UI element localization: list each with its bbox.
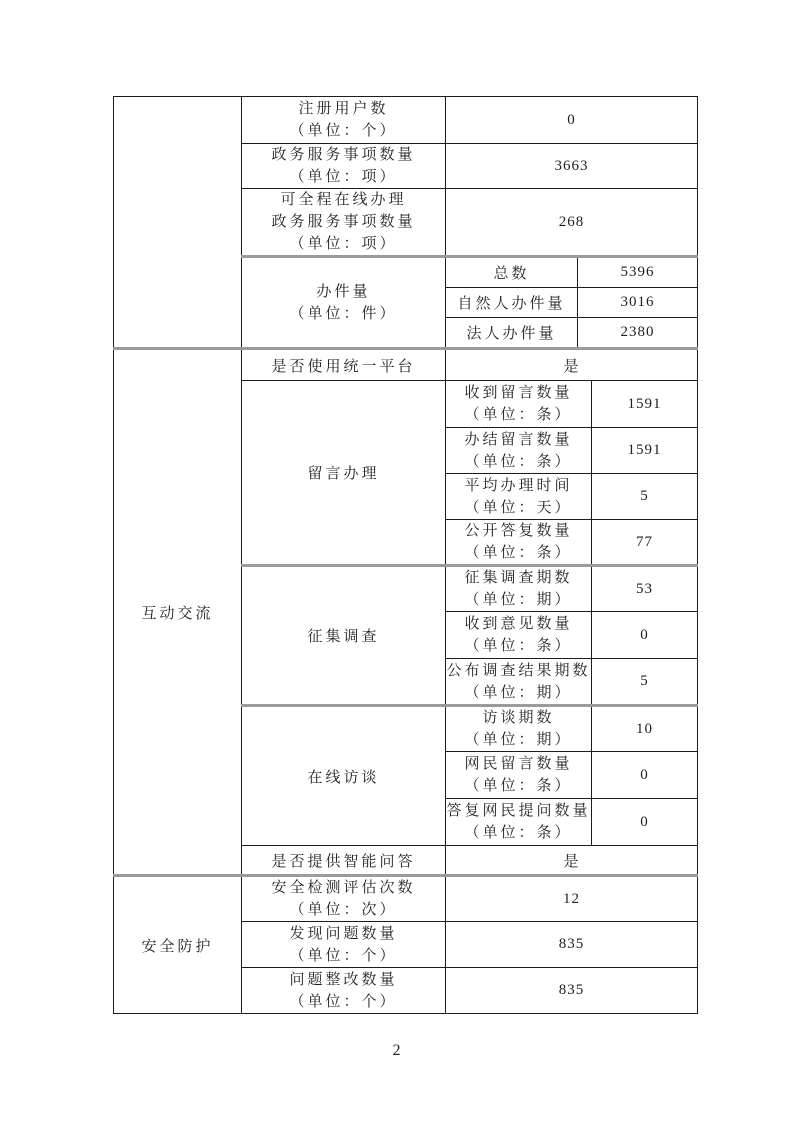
online-service-items-label-line1: 可全程在线办理	[280, 192, 407, 208]
survey-issues-unit: （单位：期）	[464, 592, 573, 608]
messages-resolved-unit: （单位：条）	[464, 453, 573, 470]
cell-netizen-questions-answered-value: 0	[592, 799, 698, 846]
cases-unit: （单位：件）	[289, 305, 398, 322]
registered-users-unit: （单位：个）	[289, 123, 398, 139]
cell-netizen-messages-value: 0	[592, 752, 698, 799]
row-registered-users	[114, 97, 698, 144]
public-replies-unit: （单位：条）	[464, 545, 573, 561]
problems-found-label-line1: 发现问题数量	[289, 925, 398, 942]
cell-survey-issues-label	[446, 566, 592, 612]
cell-service-items-value: 3663	[446, 144, 698, 189]
average-handling-time-label-line1: 平均办理时间	[464, 477, 573, 494]
service-items-unit: （单位：项）	[289, 169, 398, 185]
cell-interview-group-label: 在线访谈	[242, 706, 446, 846]
netizen-messages-label-line1: 网民留言数量	[464, 756, 573, 772]
cell-survey-group-label: 征集调查	[242, 566, 446, 706]
netizen-questions-answered-unit: （单位：条）	[464, 825, 573, 841]
problems-fixed-label-line1: 问题整改数量	[289, 971, 398, 988]
cell-netizen-messages-label	[446, 752, 592, 799]
category-cell-empty	[114, 97, 242, 349]
problems-found-unit: （单位：个）	[289, 947, 398, 964]
cases-label-line1: 办件量	[316, 283, 371, 300]
cell-problems-fixed-value: 835	[446, 968, 698, 1014]
online-service-items-label-line2: 政务服务事项数量	[271, 214, 416, 230]
service-items-label-line1: 政务服务事项数量	[271, 147, 416, 163]
cell-interview-issues-value: 10	[592, 706, 698, 752]
row-unified-platform	[114, 349, 698, 381]
cell-messages-received-label	[446, 381, 592, 428]
cell-public-replies-label	[446, 520, 592, 566]
messages-received-label-line1: 收到留言数量	[464, 385, 573, 401]
cell-registered-users-label	[242, 97, 446, 144]
cell-messages-resolved-label	[446, 428, 592, 474]
survey-results-published-unit: （单位：期）	[464, 684, 573, 701]
cell-cases-legal-person-value: 2380	[578, 318, 698, 349]
cell-opinions-received-value: 0	[592, 612, 698, 659]
cell-cases-total-label: 总数	[446, 257, 578, 288]
security-checks-unit: （单位：次）	[289, 902, 398, 918]
registered-users-label-line1: 注册用户数	[298, 101, 389, 117]
cell-average-handling-time-value: 5	[592, 474, 698, 520]
online-service-items-unit: （单位：项）	[289, 236, 398, 252]
cell-online-service-items-label	[242, 189, 446, 257]
cell-unified-platform-label: 是否使用统一平台	[242, 349, 446, 381]
cell-survey-results-published-label	[446, 659, 592, 706]
cell-smart-qa-label: 是否提供智能问答	[242, 846, 446, 876]
cell-smart-qa-value: 是	[446, 846, 698, 876]
messages-received-unit: （单位：条）	[464, 407, 573, 423]
opinions-received-unit: （单位：条）	[464, 638, 573, 654]
row-security-checks	[114, 876, 698, 922]
cell-service-items-label	[242, 144, 446, 189]
public-replies-label-line1: 公开答复数量	[464, 523, 573, 539]
interview-issues-unit: （单位：期）	[464, 732, 573, 748]
cell-cases-label	[242, 257, 446, 349]
security-checks-label-line1: 安全检测评估次数	[271, 880, 416, 896]
messages-resolved-label-line1: 办结留言数量	[464, 431, 573, 448]
average-handling-time-unit: （单位：天）	[464, 499, 573, 516]
cell-interview-issues-label	[446, 706, 592, 752]
cell-security-checks-value: 12	[446, 876, 698, 922]
cell-messages-received-value: 1591	[592, 381, 698, 428]
cell-online-service-items-value: 268	[446, 189, 698, 257]
cell-problems-found-label	[242, 922, 446, 968]
survey-issues-label-line1: 征集调查期数	[464, 570, 573, 586]
cell-public-replies-value: 77	[592, 520, 698, 566]
category-cell-security: 安全防护	[114, 876, 242, 1014]
cell-survey-issues-value: 53	[592, 566, 698, 612]
cell-cases-natural-person-label: 自然人办件量	[446, 288, 578, 318]
cell-netizen-questions-answered-label	[446, 799, 592, 846]
cell-messages-resolved-value: 1591	[592, 428, 698, 474]
government-report-table	[113, 96, 698, 1014]
cell-security-checks-label	[242, 876, 446, 922]
netizen-messages-unit: （单位：条）	[464, 778, 573, 794]
cell-survey-results-published-value: 5	[592, 659, 698, 706]
cell-cases-natural-person-value: 3016	[578, 288, 698, 318]
cell-opinions-received-label	[446, 612, 592, 659]
cell-problems-fixed-label	[242, 968, 446, 1014]
cell-cases-total-value: 5396	[578, 257, 698, 288]
opinions-received-label-line1: 收到意见数量	[464, 616, 573, 632]
cell-problems-found-value: 835	[446, 922, 698, 968]
cell-registered-users-value: 0	[446, 97, 698, 144]
cell-message-handling-group-label: 留言办理	[242, 381, 446, 566]
netizen-questions-answered-label-line1: 答复网民提问数量	[446, 803, 591, 819]
problems-fixed-unit: （单位：个）	[289, 993, 398, 1010]
cell-cases-legal-person-label: 法人办件量	[446, 318, 578, 349]
cell-unified-platform-value: 是	[446, 349, 698, 381]
page-number: 2	[392, 1042, 401, 1059]
cell-average-handling-time-label	[446, 474, 592, 520]
category-cell-interaction: 互动交流	[114, 349, 242, 876]
interview-issues-label-line1: 访谈期数	[482, 710, 555, 726]
survey-results-published-label-line1: 公布调查结果期数	[446, 662, 591, 679]
